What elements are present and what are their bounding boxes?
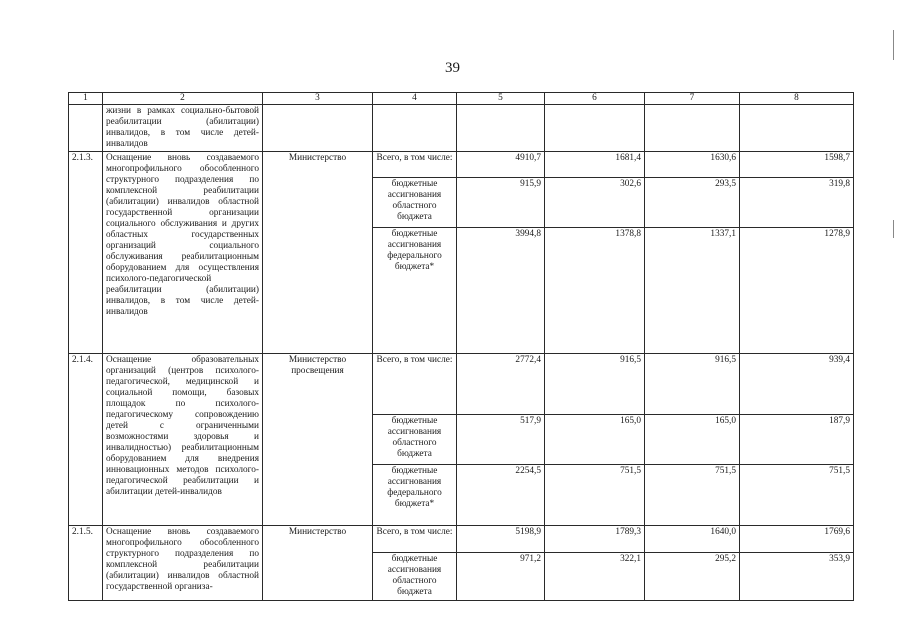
value-cell: 939,4	[740, 354, 854, 415]
value-cell: 295,2	[645, 553, 740, 601]
scan-mark	[893, 30, 894, 60]
scan-mark	[893, 220, 894, 238]
header-cell-3: 3	[263, 93, 373, 105]
value-cell: 916,5	[645, 354, 740, 415]
value-cell: 319,8	[740, 178, 854, 228]
value-cell: 517,9	[457, 415, 545, 465]
header-cell-8: 8	[740, 93, 854, 105]
value-cell: 1769,6	[740, 526, 854, 553]
name-cell: жизни в рамках социально-бытовой реабилитации (абилитации) инвалидов, в том числе детей-инвалидов	[103, 105, 263, 152]
name-cell: Оснащение вновь создаваемого многопрофильного обособленного структурного подразделения по комплексной реабилитации (абилитации) инвалидов областной государственной организации социального обслуживания и других областных государственных организаций социального обслуживания реабилитационным оборудованием для осуществления психолого-педагогической реабилитации (абилитации) инвалидов, в том числе детей-инвалидов	[103, 152, 263, 354]
value-cell: 2772,4	[457, 354, 545, 415]
header-cell-4: 4	[373, 93, 457, 105]
num-cell: 2.1.3.	[69, 152, 103, 354]
name-cell: Оснащение вновь создаваемого многопрофильного обособленного структурного подразделения по комплексной реабилитации (абилитации) инвалидов областной государственной организа-	[103, 526, 263, 601]
value-cell: 5198,9	[457, 526, 545, 553]
table-row-continuation	[69, 105, 854, 152]
value-cell: 1378,8	[545, 228, 645, 354]
table-row	[69, 354, 854, 415]
header-cell-7: 7	[645, 93, 740, 105]
name-cell: Оснащение образовательных организаций (центров психолого-педагогической, медицинской и социальной помощи, базовых площадок по психолого-педагогическому сопровождению детей с ограниченными возможностями здоровья и инвалидностью) реабилитационным оборудованием для внедрения инновационных методов психолого-педагогической реабилитации и абилитации детей-инвалидов	[103, 354, 263, 526]
source-cell: бюджетные ассигнования областного бюджета	[373, 415, 457, 465]
value-cell: 1681,4	[545, 152, 645, 178]
source-cell: бюджетные ассигнования федерального бюджета*	[373, 465, 457, 526]
value-cell: 165,0	[545, 415, 645, 465]
value-cell: 915,9	[457, 178, 545, 228]
num-cell	[69, 105, 103, 152]
value-cell: 165,0	[645, 415, 740, 465]
source-cell: бюджетные ассигнования областного бюджета	[373, 178, 457, 228]
header-cell-1: 1	[69, 93, 103, 105]
value-cell: 751,5	[545, 465, 645, 526]
value-cell: 1640,0	[645, 526, 740, 553]
value-cell: 3994,8	[457, 228, 545, 354]
executor-cell: Министерство просвещения	[263, 354, 373, 526]
source-cell: бюджетные ассигнования федерального бюджета*	[373, 228, 457, 354]
source-cell: Всего, в том числе:	[373, 526, 457, 553]
table-header-row	[69, 93, 854, 105]
header-cell-6: 6	[545, 93, 645, 105]
source-cell: Всего, в том числе:	[373, 152, 457, 178]
value-cell: 293,5	[645, 178, 740, 228]
budget-table	[68, 92, 854, 601]
value-cell: 1278,9	[740, 228, 854, 354]
value-cell: 187,9	[740, 415, 854, 465]
source-cell: бюджетные ассигнования областного бюджета	[373, 553, 457, 601]
executor-cell: Министерство	[263, 526, 373, 601]
value-cell: 751,5	[740, 465, 854, 526]
value-cell: 1630,6	[645, 152, 740, 178]
num-cell: 2.1.4.	[69, 354, 103, 526]
value-cell: 916,5	[545, 354, 645, 415]
value-cell: 4910,7	[457, 152, 545, 178]
value-cell: 322,1	[545, 553, 645, 601]
num-cell: 2.1.5.	[69, 526, 103, 601]
table-row	[69, 152, 854, 178]
value-cell: 1337,1	[645, 228, 740, 354]
page-number: 39	[445, 60, 460, 76]
value-cell: 302,6	[545, 178, 645, 228]
table-row	[69, 526, 854, 553]
value-cell: 751,5	[645, 465, 740, 526]
value-cell: 2254,5	[457, 465, 545, 526]
value-cell: 1789,3	[545, 526, 645, 553]
value-cell: 1598,7	[740, 152, 854, 178]
source-cell: Всего, в том числе:	[373, 354, 457, 415]
value-cell: 353,9	[740, 553, 854, 601]
header-cell-5: 5	[457, 93, 545, 105]
executor-cell: Министерство	[263, 152, 373, 354]
value-cell: 971,2	[457, 553, 545, 601]
header-cell-2: 2	[103, 93, 263, 105]
